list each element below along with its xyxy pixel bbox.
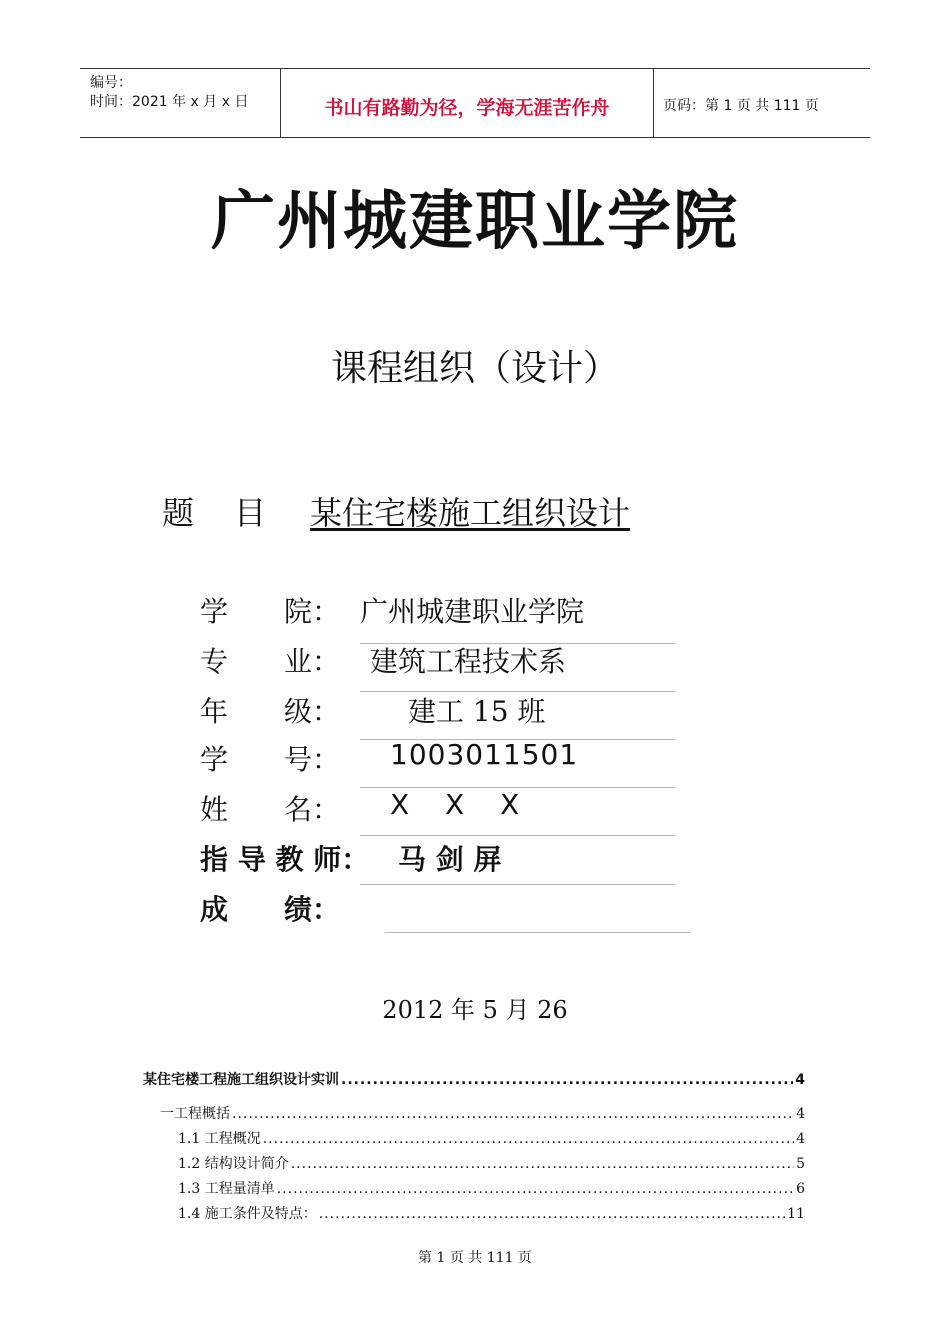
toc-leader xyxy=(319,1206,785,1222)
document-date: 2012 年 5 月 26 xyxy=(382,996,568,1024)
page-info: 页码：第 1 页 共 111 页 xyxy=(663,98,819,114)
toc-entry-page: 4 xyxy=(796,1131,805,1147)
toc-entry-title: 一工程概括 xyxy=(160,1106,230,1122)
motto: 书山有路勤为径，学海无涯苦作舟 xyxy=(324,97,610,119)
page-footer: 第 1 页 共 111 页 xyxy=(418,1250,532,1266)
info-label-score: 成 绩： xyxy=(200,893,341,926)
info-label-advisor: 指 导 教 师： xyxy=(200,843,370,876)
underline xyxy=(385,932,690,933)
toc-entry[interactable] xyxy=(178,1128,805,1148)
info-label-grade: 年 级： xyxy=(200,695,341,728)
header-page-cell xyxy=(653,69,870,137)
info-label-student-id: 学 号： xyxy=(200,743,341,776)
info-value-student-id: 1003011501 xyxy=(390,738,579,771)
toc-entry-page: 5 xyxy=(796,1156,805,1172)
header-meta xyxy=(80,69,280,137)
info-value-major: 建筑工程技术系 xyxy=(370,645,567,678)
info-value-advisor: 马 剑 屏 xyxy=(398,843,502,876)
topic-label-a: 题 xyxy=(162,494,195,532)
toc-leader xyxy=(291,1156,794,1172)
toc-leader xyxy=(341,1072,793,1088)
toc-entry[interactable] xyxy=(178,1178,805,1198)
toc-entry-title: 1.1 工程概况 xyxy=(178,1131,261,1147)
info-label-college: 学 院： xyxy=(200,595,341,628)
info-label-major: 专 业： xyxy=(200,645,341,678)
info-value-grade: 建工 15 班 xyxy=(408,695,546,728)
toc-entry-title: 1.3 工程量清单 xyxy=(178,1181,275,1197)
toc-entry-page: 11 xyxy=(787,1206,805,1222)
toc-entry-title: 1.4 施工条件及特点： xyxy=(178,1206,317,1222)
toc-entry-title: 1.2 结构设计简介 xyxy=(178,1156,289,1172)
underline xyxy=(360,835,675,836)
document-title: 广州城建职业学院 xyxy=(211,184,739,259)
toc-entry-page: 4 xyxy=(795,1072,805,1088)
toc-entry[interactable] xyxy=(143,1069,805,1089)
toc-leader xyxy=(277,1181,794,1197)
toc-entry[interactable] xyxy=(178,1203,805,1223)
header-motto-cell xyxy=(280,69,654,137)
document-time: 时间：2021 年 x 月 x 日 xyxy=(90,94,249,110)
toc-entry[interactable] xyxy=(160,1103,805,1123)
toc-entry-page: 4 xyxy=(796,1106,805,1122)
topic-label xyxy=(162,488,266,534)
document-code: 编号： xyxy=(90,75,132,91)
info-label-name: 姓 名： xyxy=(200,793,341,826)
document-subtitle: 课程组织（设计） xyxy=(330,348,619,389)
topic-value: 某住宅楼施工组织设计 xyxy=(310,494,631,532)
toc-entry[interactable] xyxy=(178,1153,805,1173)
toc-leader xyxy=(263,1131,794,1147)
info-value-college: 广州城建职业学院 xyxy=(360,595,585,628)
topic-label-b: 目 xyxy=(234,494,267,532)
info-value-name: X X X xyxy=(390,788,526,821)
toc-leader xyxy=(232,1106,794,1122)
underline xyxy=(360,884,675,885)
page-header xyxy=(80,68,870,138)
toc-entry-title: 某住宅楼工程施工组织设计实训 xyxy=(143,1072,339,1088)
toc-entry-page: 6 xyxy=(796,1181,805,1197)
